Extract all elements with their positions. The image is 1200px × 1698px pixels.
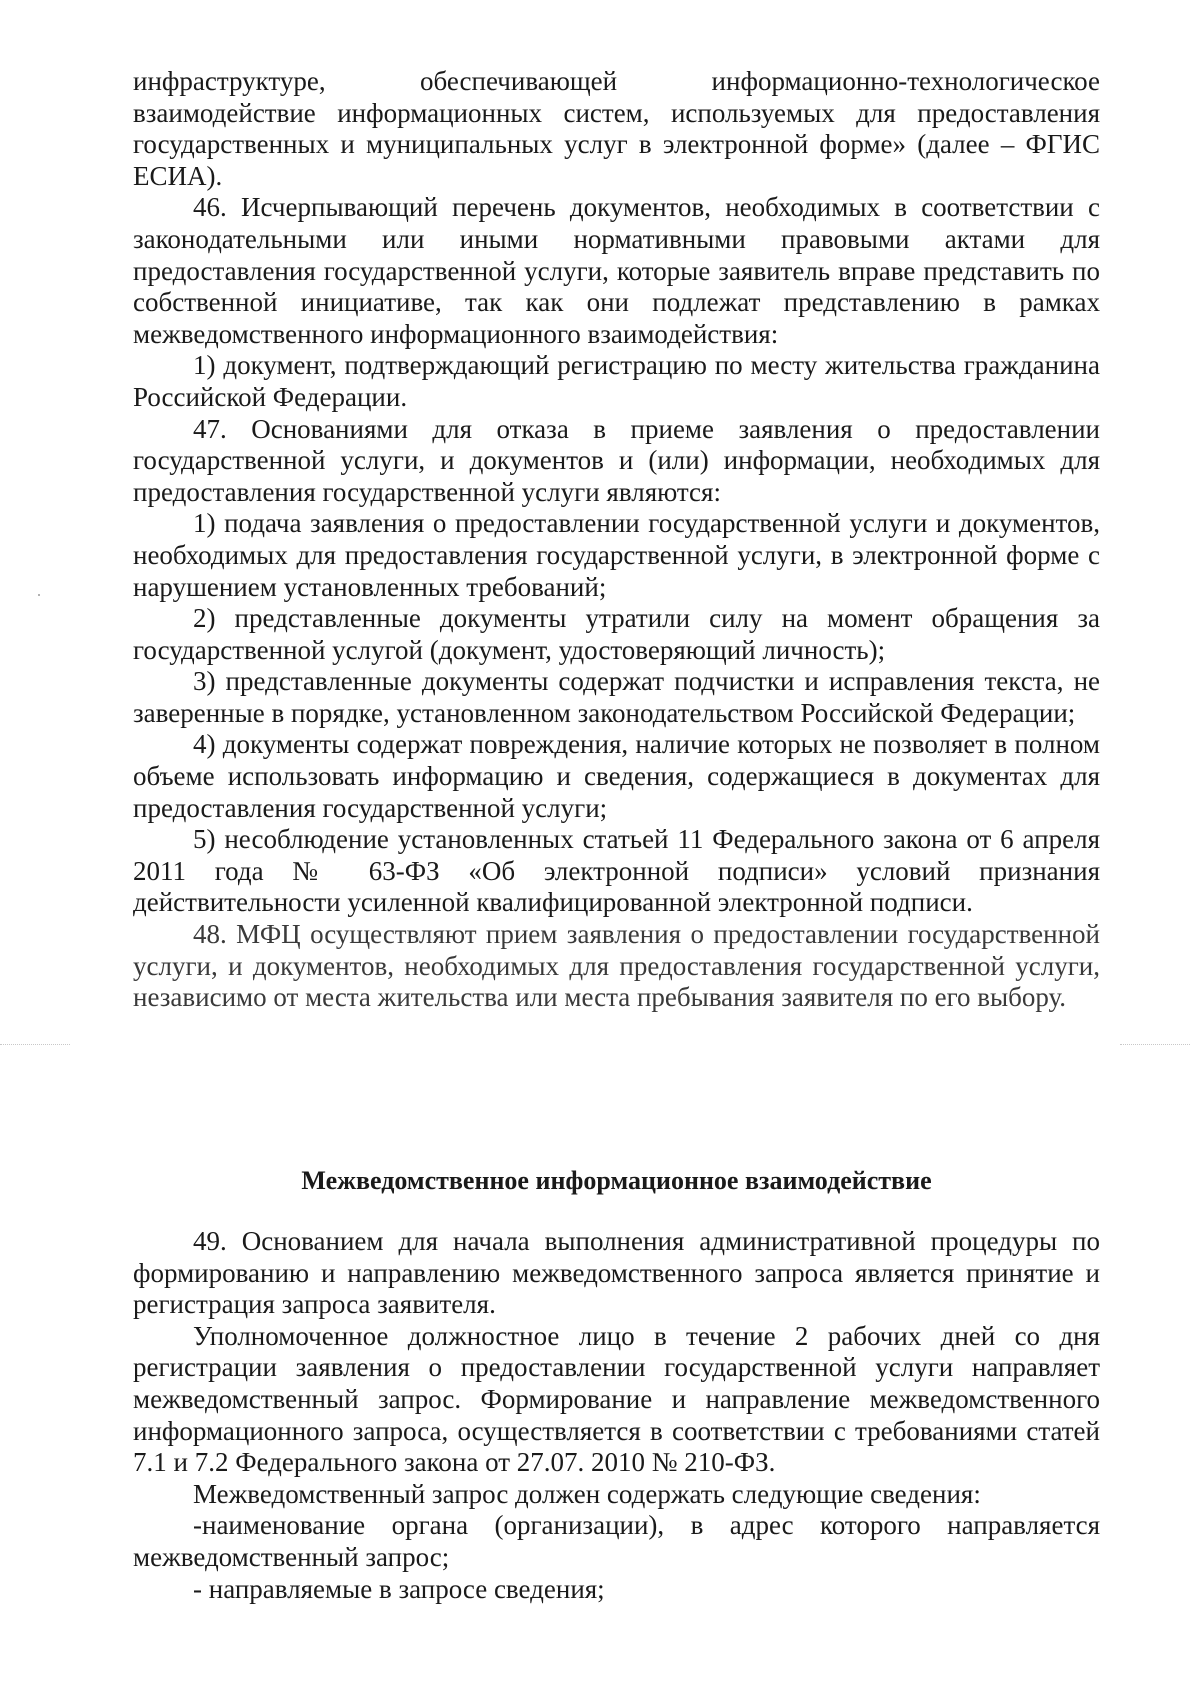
paragraph-authorized-official: Уполномоченное должностное лицо в течение 2 рабочих дней со дня регистрации заявления о предоставлении государственной услуги направляет межведомственный запрос. Формирование и направление межведомственного информационного запроса, осуществляется в соответствии с требованиями статей 7.1 и 7.2 Федерального закона от 27.07. 2010 № 210-ФЗ. (133, 1320, 1100, 1478)
paragraph-47-item-3: 3) представленные документы содержат подчистки и исправления текста, не заверенные в порядке, установленном законодательством Российской Федерации; (133, 666, 1100, 728)
paragraph-47-item-5: 5) несоблюдение установленных статьей 11 Федерального закона от 6 апреля 2011 года № 63-ФЗ «Об электронной подписи» условий признания действительности усиленной квалифицированной электронной подписи. (133, 824, 1100, 918)
paragraph-49: 49. Основанием для начала выполнения административной процедуры по формированию и направлению межведомственного запроса является принятие и регистрация запроса заявителя. (133, 1226, 1100, 1320)
section-heading: Межведомственное информационное взаимодействие (301, 1166, 932, 1195)
paragraph-46: 46. Исчерпывающий перечень документов, необходимых в соответствии с законодательными или иными нормативными правовыми актами для предоставления государственной услуги, которые заявитель вправе представить по собственной инициативе, так как они подлежат представлению в рамках межведомственного информационного взаимодействия: (133, 192, 1100, 349)
scan-artifact-left (0, 1044, 70, 1046)
list-item-requested-info: - направляемые в запросе сведения; (193, 1573, 605, 1604)
list-item-organization-name: -наименование органа (организации), в адрес которого направляется межведомственный запрос; (133, 1510, 1100, 1572)
paragraph-47-item-1: 1) подача заявления о предоставлении государственной услуги и документов, необходимых для предоставления государственной услуги, в электронной форме с нарушением установленных требований; (133, 508, 1100, 602)
scan-speck (38, 594, 40, 596)
paragraph-continuation: инфраструктуре, обеспечивающей информационно-технологическое взаимодействие информационных систем, используемых для предоставления государственных и муниципальных услуг в электронной форме» (далее – ФГИС ЕСИА). (133, 66, 1100, 191)
top-text-block (133, 66, 1100, 1014)
paragraph-47: 47. Основаниями для отказа в приеме заявления о предоставлении государственной услуги, и документов и (или) информации, необходимых для предоставления государственной услуги являются: (133, 413, 1100, 507)
paragraph-48: 48. МФЦ осуществляют прием заявления о предоставлении государственной услуги, и документов, необходимых для предоставления государственной услуги, независимо от места жительства или места пребывания заявителя по его выбору. (133, 919, 1100, 1013)
paragraph-47-item-4: 4) документы содержат повреждения, наличие которых не позволяет в полном объеме использовать информацию и сведения, содержащиеся в документах для предоставления государственной услуги; (133, 729, 1100, 823)
bottom-text-block (133, 1226, 1100, 1605)
paragraph-46-item-1: 1) документ, подтверждающий регистрацию по месту жительства гражданина Российской Федерации. (133, 350, 1100, 412)
paragraph-request-contents: Межведомственный запрос должен содержать следующие сведения: (193, 1478, 981, 1509)
paragraph-47-item-2: 2) представленные документы утратили силу на момент обращения за государственной услугой (документ, удостоверяющий личность); (133, 603, 1100, 665)
scan-artifact-right (1120, 1044, 1190, 1046)
